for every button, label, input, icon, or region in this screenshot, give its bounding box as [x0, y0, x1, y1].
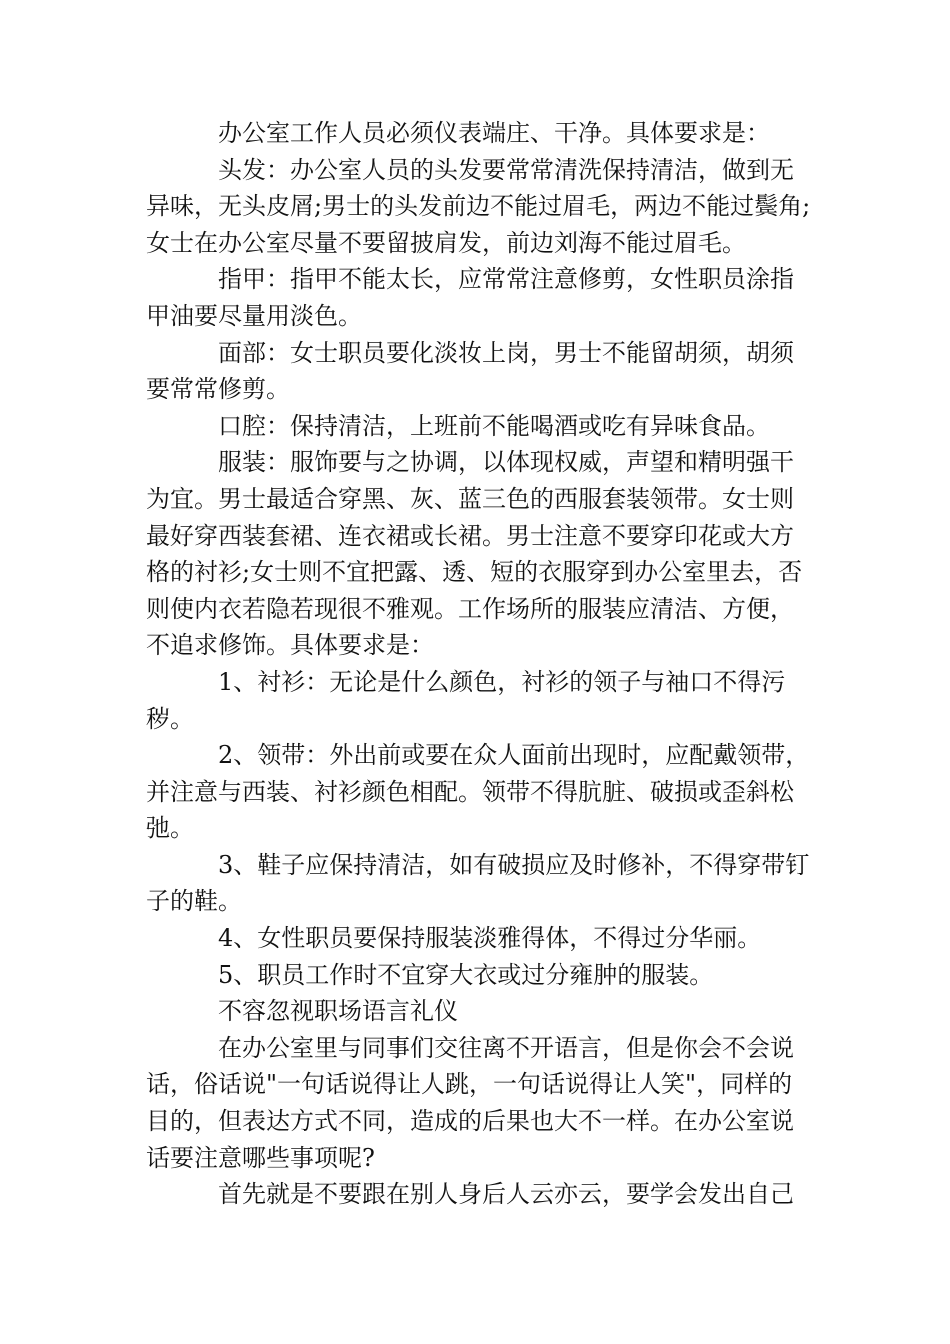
text-line: 头发：办公室人员的头发要常常清洗保持清洁，做到无 — [218, 155, 794, 184]
text-line: 最好穿西装套裙、连衣裙或长裙。男士注意不要穿印花或大方 — [146, 521, 794, 550]
text-line: 则使内衣若隐若现很不雅观。工作场所的服装应清洁、方便， — [146, 594, 794, 623]
text-line: 异味，无头皮屑;男士的头发前边不能过眉毛，两边不能过鬓角; — [146, 192, 811, 221]
text-line: 话要注意哪些事项呢? — [146, 1143, 375, 1172]
text-line: 话，俗话说"一句话说得让人跳，一句话说得让人笑"，同样的 — [146, 1070, 793, 1099]
text-line: 4、女性职员要保持服装淡雅得体，不得过分华丽。 — [218, 924, 762, 953]
text-line: 5、职员工作时不宜穿大衣或过分雍肿的服装。 — [218, 960, 714, 989]
section-heading: 不容忽视职场语言礼仪 — [218, 997, 458, 1026]
text-line: 为宜。男士最适合穿黑、灰、蓝三色的西服套装领带。女士则 — [146, 484, 794, 513]
text-line: 甲油要尽量用淡色。 — [146, 301, 362, 330]
text-line: 3、鞋子应保持清洁，如有破损应及时修补，不得穿带钉 — [218, 850, 810, 879]
text-line: 女士在办公室尽量不要留披肩发，前边刘海不能过眉毛。 — [146, 228, 746, 257]
text-line: 子的鞋。 — [146, 887, 242, 916]
text-line: 目的，但表达方式不同，造成的后果也大不一样。在办公室说 — [146, 1107, 794, 1136]
text-line: 并注意与西装、衬衫颜色相配。领带不得肮脏、破损或歪斜松 — [146, 777, 794, 806]
text-line: 服装：服饰要与之协调，以体现权威，声望和精明强干 — [218, 448, 794, 477]
text-line: 2、领带：外出前或要在众人面前出现时，应配戴领带， — [218, 741, 810, 770]
text-line: 面部：女士职员要化淡妆上岗，男士不能留胡须，胡须 — [218, 338, 794, 367]
text-line: 指甲：指甲不能太长，应常常注意修剪，女性职员涂指 — [218, 265, 794, 294]
text-line: 1、衬衫：无论是什么颜色，衬衫的领子与袖口不得污秽。 — [146, 667, 786, 733]
text-line: 办公室工作人员必须仪表端庄、干净。具体要求是： — [218, 119, 770, 147]
text-line: 首先就是不要跟在别人身后人云亦云，要学会发出自己 — [218, 1180, 794, 1209]
text-line: 口腔：保持清洁，上班前不能喝酒或吃有异味食品。 — [218, 411, 770, 440]
text-line: 在办公室里与同事们交往离不开语言，但是你会不会说 — [218, 1033, 794, 1062]
text-line: 不追求修饰。具体要求是： — [146, 631, 434, 660]
text-line: 要常常修剪。 — [146, 375, 290, 404]
text-line: 格的衬衫;女士则不宜把露、透、短的衣服穿到办公室里去，否 — [146, 558, 803, 587]
document-body — [146, 115, 826, 1213]
text-line: 弛。 — [146, 814, 194, 843]
